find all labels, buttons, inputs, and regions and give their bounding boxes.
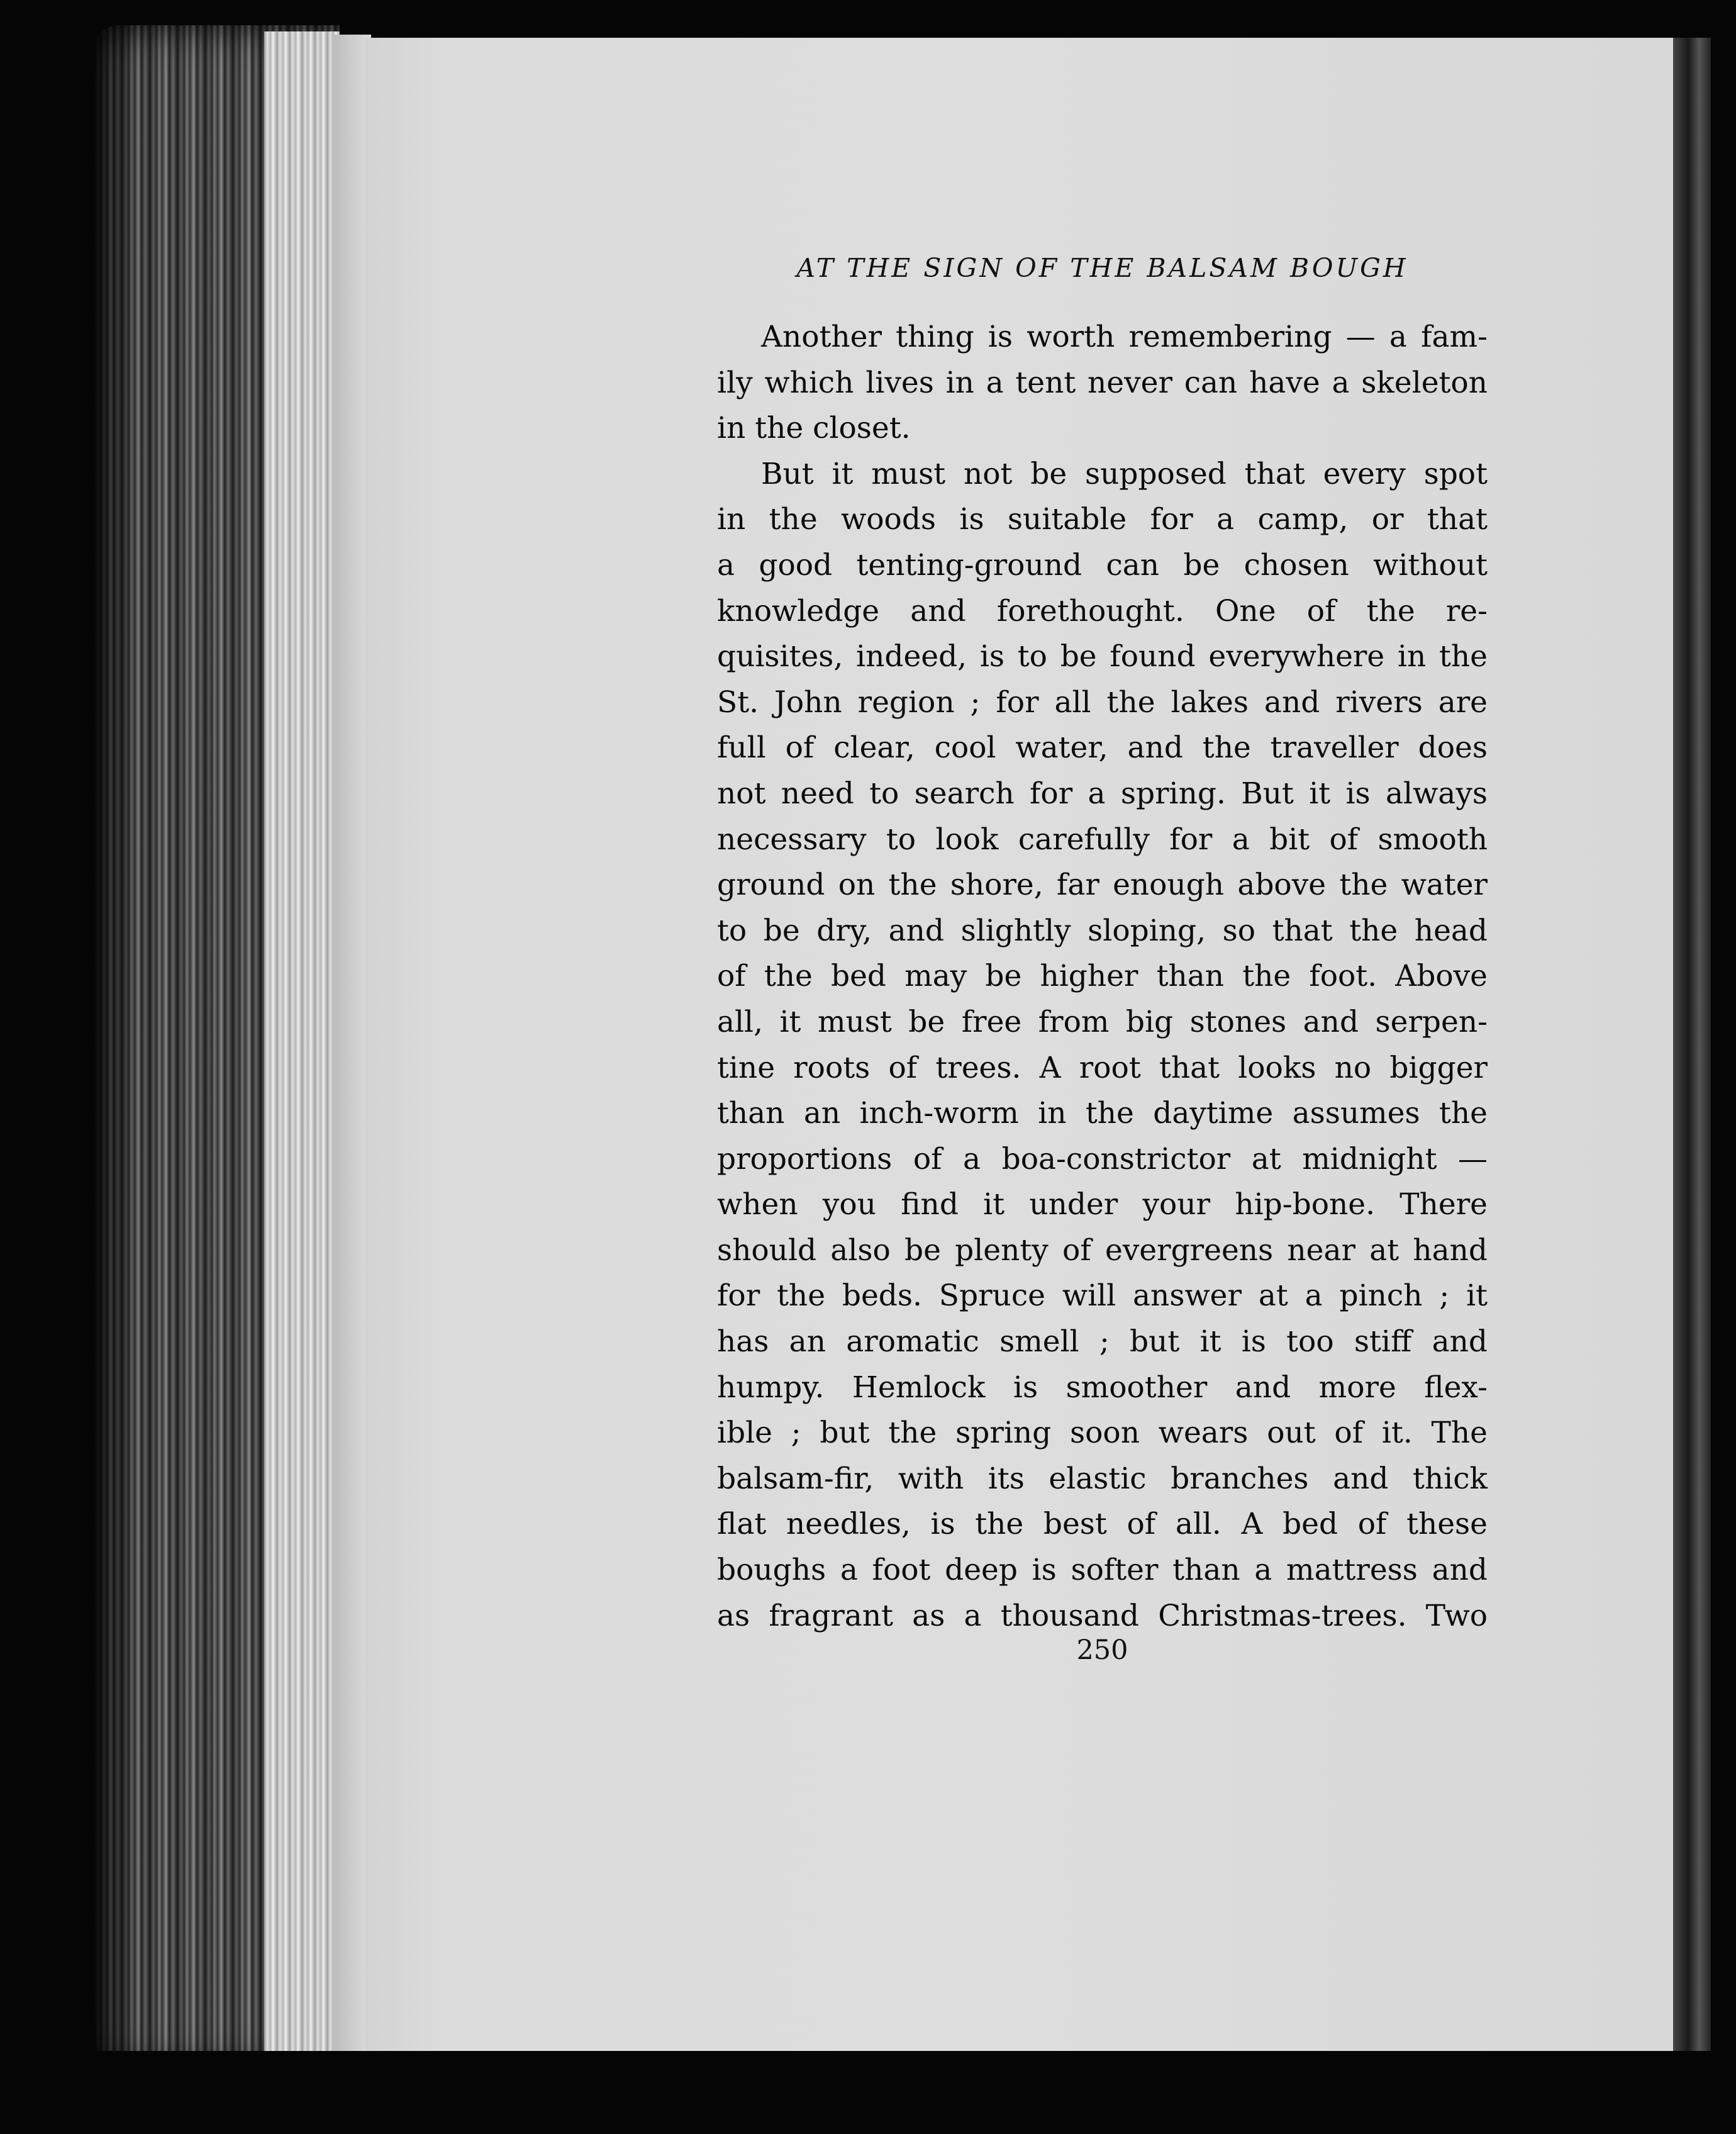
right-book-edge (1673, 38, 1711, 2051)
text-line: St. John region ; for all the lakes and rivers are (717, 684, 1488, 720)
text-line: for the beds. Spruce will answer at a pinch ; it (717, 1278, 1488, 1314)
text-line: flat needles, is the best of all. A bed of these (717, 1507, 1488, 1542)
text-line: boughs a foot deep is softer than a mattress and (717, 1553, 1488, 1588)
text-line: of the bed may be higher than the foot. Above (717, 959, 1488, 994)
text-line: tine roots of trees. A root that looks no bigger (717, 1050, 1488, 1085)
text-line: than an inch-worm in the daytime assumes the (717, 1096, 1488, 1131)
page-number: 250 (1076, 1634, 1128, 1666)
text-line: all, it must be free from big stones and serpen- (717, 1004, 1488, 1039)
text-line: quisites, indeed, is to be found everywhere in the (717, 639, 1488, 674)
page-stack-highlight (264, 31, 340, 2064)
text-line: necessary to look carefully for a bit of smooth (717, 822, 1488, 857)
text-line: as fragrant as a thousand Christmas-trees. Two (717, 1598, 1488, 1633)
text-line: full of clear, cool water, and the traveller does (717, 730, 1488, 766)
text-line: has an aromatic smell ; but it is too stiff and (717, 1324, 1488, 1360)
text-line: not need to search for a spring. But it is always (717, 776, 1488, 811)
text-line: proportions of a boa-constrictor at midnight — (717, 1141, 1488, 1176)
text-line: ground on the shore, far enough above the water (717, 868, 1488, 903)
background (0, 2051, 1736, 2134)
text-line: Another thing is worth remembering — a fam- (761, 320, 1488, 354)
text-line: ily which lives in a tent never can have a skeleton (717, 365, 1488, 400)
text-line: in the woods is suitable for a camp, or that (717, 502, 1488, 537)
text-line: when you find it under your hip-bone. There (717, 1187, 1488, 1222)
text-line: balsam-fir, with its elastic branches and thick (717, 1461, 1488, 1496)
body-text (717, 315, 1488, 1639)
text-line: should also be plenty of evergreens near at hand (717, 1232, 1488, 1268)
text-line: to be dry, and slightly sloping, so that the head (717, 913, 1488, 948)
text-line: in the closet. (717, 411, 911, 446)
text-line: ible ; but the spring soon wears out of it. The (717, 1416, 1488, 1451)
text-line: knowledge and forethought. One of the re- (717, 593, 1488, 628)
text-line: a good tenting-ground can be chosen without (717, 547, 1488, 583)
running-head: AT THE SIGN OF THE BALSAM BOUGH (796, 253, 1408, 283)
text-line: But it must not be supposed that every spot (761, 456, 1488, 491)
text-line: humpy. Hemlock is smoother and more flex- (717, 1370, 1488, 1405)
